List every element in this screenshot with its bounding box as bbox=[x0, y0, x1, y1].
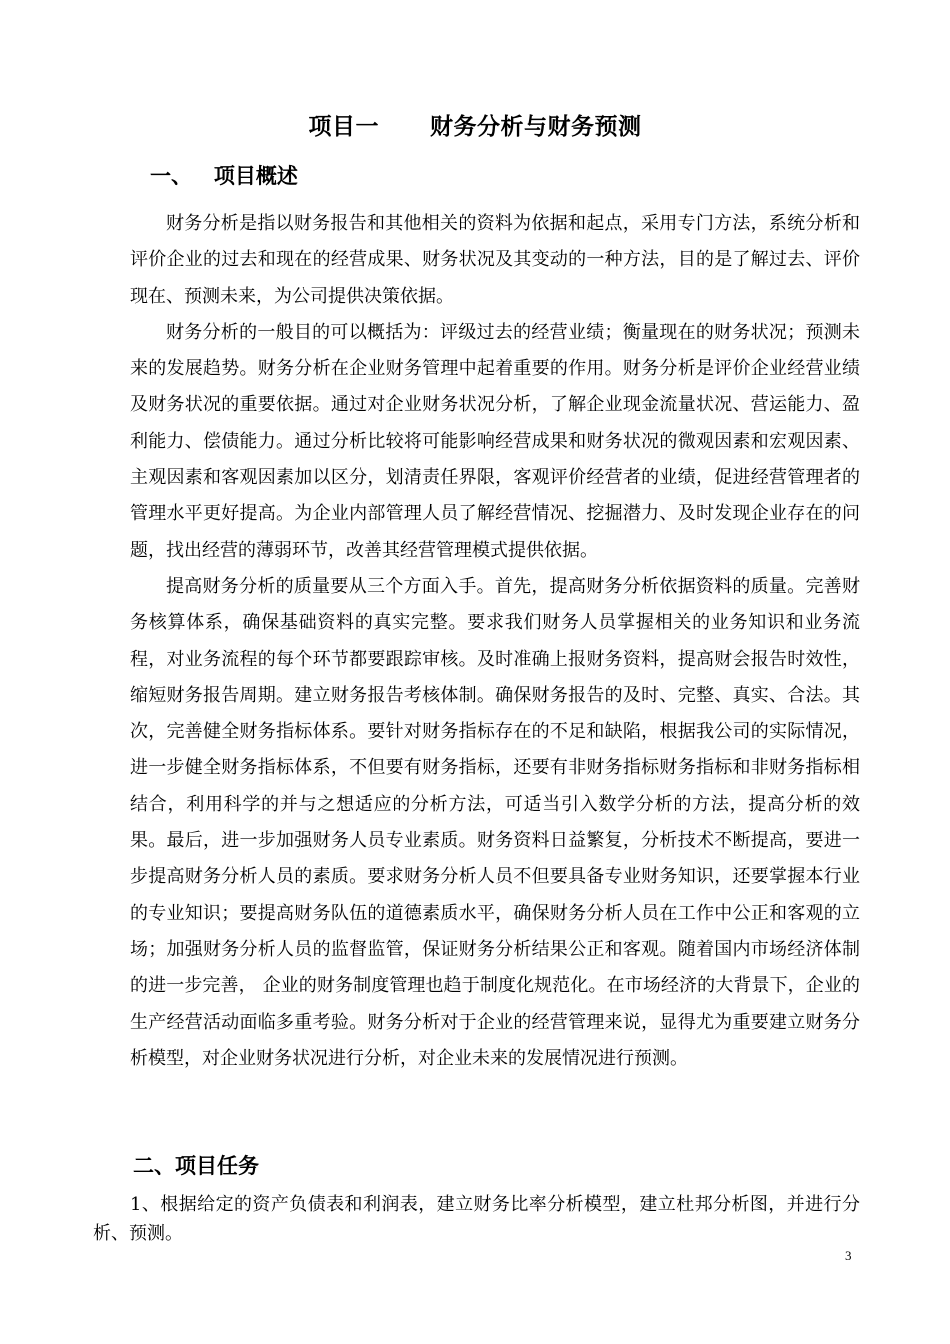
paragraph: 财务分析的一般目的可以概括为：评级过去的经营业绩；衡量现在的财务状况；预测未来的发展趋势。财务分析在企业财务管理中起着重要的作用。财务分析是评价企业经营业绩及财务状况的重要依据。通过对企业财务状况分析，了解企业现金流量状况、营运能力、盈利能力、偿债能力。通过分析比较将可能影响经营成果和财务状况的微观因素和宏观因素、主观因素和客观因素加以区分，划清责任界限，客观评价经营者的业绩，促进经营管理者的管理水平更好提高。为企业内部管理人员了解经营情况、挖掘潜力、及时发现企业存在的问题，找出经营的薄弱环节，改善其经营管理模式提供依据。 bbox=[130, 321, 860, 561]
overview-body bbox=[130, 206, 860, 1077]
page-number: 3 bbox=[845, 1248, 852, 1263]
section-heading-tasks: 二、项目任务 bbox=[133, 1153, 259, 1178]
tasks-body bbox=[93, 1190, 860, 1248]
document-title: 项目一 财务分析与财务预测 bbox=[308, 113, 642, 140]
paragraph: 提高财务分析的质量要从三个方面入手。首先，提高财务分析依据资料的质量。完善财务核算体系，确保基础资料的真实完整。要求我们财务人员掌握相关的业务知识和业务流程，对业务流程的每个环节都要跟踪审核。及时准确上报财务资料，提高财会报告时效性，缩短财务报告周期。建立财务报告考核体制。确保财务报告的及时、完整、真实、合法。其次，完善健全财务指标体系。要针对财务指标存在的不足和缺陷，根据我公司的实际情况，进一步健全财务指标体系，不但要有财务指标，还要有非财务指标财务指标和非财务指标相结合，利用科学的并与之想适应的分析方法，可适当引入数学分析的方法，提高分析的效果。最后，进一步加强财务人员专业素质。财务资料日益繁复，分析技术不断提高，要进一步提高财务分析人员的素质。要求财务分析人员不但要具备专业财务知识，还要掌握本行业的专业知识；要提高财务队伍的道德素质水平，确保财务分析人员在工作中公正和客观的立场；加强财务分析人员的监督监管，保证财务分析结果公正和客观。随着国内市场经济体制的进一步完善， 企业的财务制度管理也趋于制度化规范化。在市场经济的大背景下，企业的生产经营活动面临多重考验。财务分析对于企业的经营管理来说，显得尤为重要建立财务分析模型，对企业财务状况进行分析，对企业未来的发展情况进行预测。 bbox=[130, 575, 860, 1069]
paragraph: 财务分析是指以财务报告和其他相关的资料为依据和起点，采用专门方法，系统分析和评价企业的过去和现在的经营成果、财务状况及其变动的一种方法，目的是了解过去、评价现在、预测未来，为公司提供决策依据。 bbox=[130, 213, 860, 307]
task-item: 1、根据给定的资产负债表和利润表，建立财务比率分析模型，建立杜邦分析图，并进行分析、预测。 bbox=[93, 1194, 860, 1244]
section-heading-overview: 一、 项目概述 bbox=[150, 163, 298, 188]
